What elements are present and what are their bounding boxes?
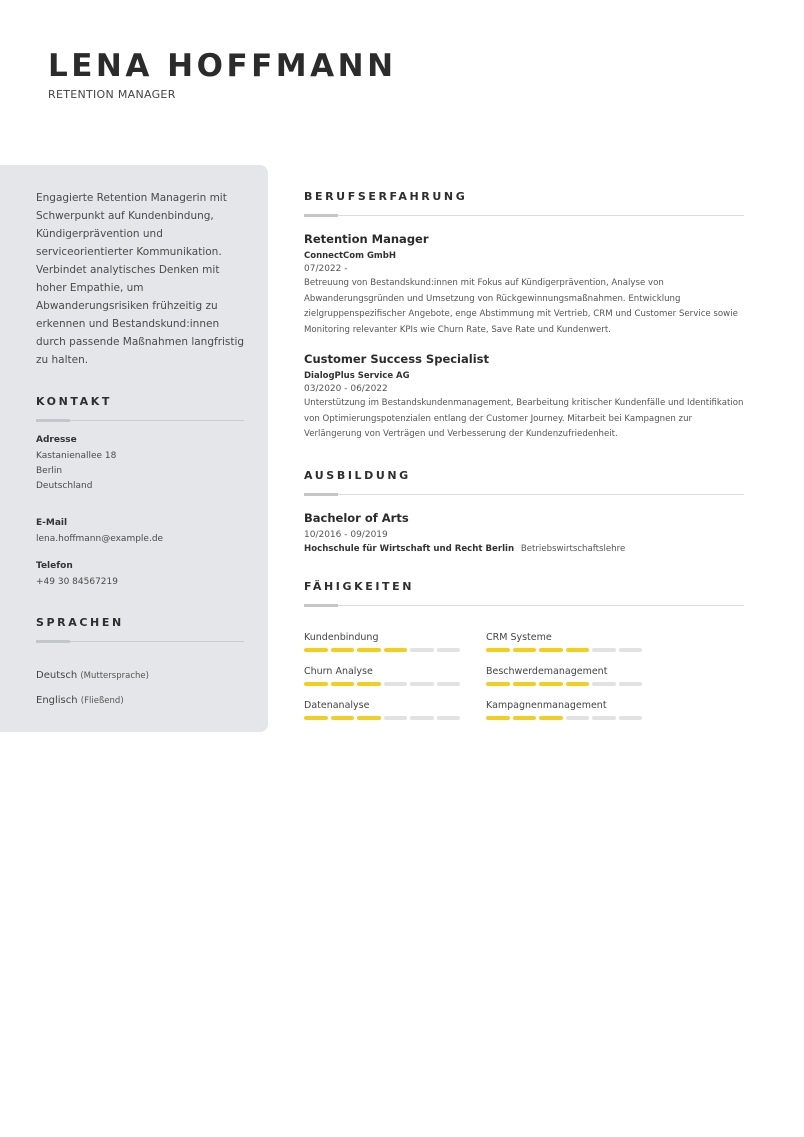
- experience-heading: BERUFSERFAHRUNG: [304, 190, 468, 203]
- skill-level-bar: [486, 648, 668, 652]
- skill-segment-empty: [384, 716, 408, 720]
- skill-segment-filled: [486, 648, 510, 652]
- skill-segment-empty: [592, 716, 616, 720]
- skill-segment-filled: [566, 648, 590, 652]
- education-section: [304, 469, 744, 554]
- experience-divider: [304, 215, 744, 216]
- skills-divider: [304, 605, 744, 606]
- contact-divider: [36, 420, 244, 421]
- phone-label: Telefon: [36, 561, 73, 571]
- job-description: Betreuung von Bestandskund:innen mit Fokus auf Kündigerprävention, Analyse von Abwanderungsgründen und Umsetzung von Rückgewinnungsmaßnahmen. Entwicklung zielgruppenspezifischer Angebote, enge Abstimmung mit Vertrieb, CRM und Customer Service sowie Monitoring relevanter KPIs wie Churn Rate, Save Rate und Kundenwert.: [304, 278, 738, 335]
- skill-segment-empty: [437, 682, 461, 686]
- skill-segment-empty: [592, 682, 616, 686]
- skill-segment-filled: [304, 648, 328, 652]
- job-entry: [304, 352, 744, 443]
- skill-segment-filled: [539, 682, 563, 686]
- language-name: Englisch: [36, 695, 78, 706]
- resume-header: [48, 46, 397, 101]
- skill-name: Churn Analyse: [304, 665, 373, 677]
- skill-segment-filled: [513, 716, 537, 720]
- job-description: Unterstützung im Bestandskundenmanagement, Bearbeitung kritischer Kundenfälle und Identifikation von Optimierungspotenzialen entlang der Customer Journey. Mitarbeit bei Kampagnen zur Verlängerung von Verträgen und Verbesserung der Kundenzufriedenheit.: [304, 398, 744, 439]
- skill-item: [486, 666, 668, 686]
- skill-level-bar: [304, 648, 486, 652]
- skill-segment-filled: [331, 648, 355, 652]
- profile-summary: Engagierte Retention Managerin mit Schwerpunkt auf Kundenbindung, Kündigerprävention und serviceorientierter Kommunikation. Verbindet analytisches Denken mit hoher Empathie, um Abwanderungsrisiken frühzeitig zu erkennen und Bestandskund:innen durch passende Maßnahmen langfristig zu halten.: [36, 192, 245, 366]
- skill-segment-filled: [357, 682, 381, 686]
- main-content: [304, 190, 744, 720]
- skill-name: Kampagnenmanagement: [486, 699, 607, 711]
- skill-segment-filled: [331, 716, 355, 720]
- email-value[interactable]: lena.hoffmann@example.de: [36, 534, 164, 544]
- degree-title: Bachelor of Arts: [304, 510, 409, 525]
- job-entry: [304, 232, 744, 338]
- skill-name: Datenanalyse: [304, 699, 370, 711]
- language-item: [36, 670, 244, 681]
- skill-segment-filled: [513, 682, 537, 686]
- education-period: 10/2016 - 09/2019: [304, 529, 388, 540]
- address-label: Adresse: [36, 435, 77, 445]
- skill-segment-filled: [513, 648, 537, 652]
- skill-name: Beschwerdemanagement: [486, 665, 608, 677]
- skill-item: [486, 632, 668, 652]
- job-company: ConnectCom GmbH: [304, 251, 396, 261]
- job-title: Customer Success Specialist: [304, 352, 489, 366]
- job-period: 07/2022 -: [304, 264, 348, 274]
- skill-item: [304, 700, 486, 720]
- education-details: [304, 544, 744, 554]
- study-field: Betriebswirtschaftslehre: [520, 543, 626, 554]
- skill-segment-empty: [592, 648, 616, 652]
- phone-value[interactable]: +49 30 84567219: [36, 577, 118, 587]
- skill-segment-filled: [384, 648, 408, 652]
- skill-item: [304, 666, 486, 686]
- skills-section: [304, 580, 744, 720]
- skill-item: [304, 632, 486, 652]
- skill-segment-empty: [410, 648, 434, 652]
- skill-segment-filled: [539, 716, 563, 720]
- job-title: Retention Manager: [304, 232, 429, 246]
- address-city: Berlin: [36, 466, 63, 476]
- skill-segment-filled: [566, 682, 590, 686]
- skill-level-bar: [486, 716, 668, 720]
- skill-segment-filled: [304, 682, 328, 686]
- education-divider: [304, 494, 744, 495]
- languages-divider: [36, 641, 244, 642]
- address-street: Kastanienallee 18: [36, 451, 117, 461]
- skill-segment-filled: [539, 648, 563, 652]
- address-value: [36, 449, 244, 494]
- email-label: E-Mail: [36, 518, 68, 528]
- education-heading: AUSBILDUNG: [304, 468, 411, 482]
- skill-segment-empty: [384, 682, 408, 686]
- skill-segment-filled: [357, 716, 381, 720]
- address-country: Deutschland: [36, 481, 93, 491]
- skill-segment-filled: [304, 716, 328, 720]
- skill-level-bar: [304, 682, 486, 686]
- skill-level-bar: [304, 716, 486, 720]
- skill-segment-filled: [357, 648, 381, 652]
- contact-heading: KONTAKT: [36, 395, 112, 408]
- skill-segment-empty: [410, 716, 434, 720]
- skills-heading: FÄHIGKEITEN: [304, 579, 415, 593]
- skill-segment-empty: [410, 682, 434, 686]
- skill-segment-empty: [619, 716, 643, 720]
- job-period: 03/2020 - 06/2022: [304, 384, 388, 394]
- skills-grid: [304, 632, 744, 720]
- skill-segment-empty: [566, 716, 590, 720]
- skill-level-bar: [486, 682, 668, 686]
- skill-segment-empty: [619, 682, 643, 686]
- skill-segment-filled: [486, 716, 510, 720]
- language-name: Deutsch: [36, 670, 78, 681]
- language-level: (Muttersprache): [80, 671, 149, 681]
- skill-segment-filled: [486, 682, 510, 686]
- skill-item: [486, 700, 668, 720]
- person-role: RETENTION MANAGER: [48, 88, 176, 101]
- language-item: [36, 695, 244, 706]
- skill-name: Kundenbindung: [304, 631, 379, 643]
- skill-segment-empty: [437, 648, 461, 652]
- school-name: Hochschule für Wirtschaft und Recht Berlin: [304, 543, 515, 554]
- skill-segment-empty: [437, 716, 461, 720]
- skill-name: CRM Systeme: [486, 631, 552, 643]
- sidebar: [0, 165, 268, 732]
- person-name: LENA HOFFMANN: [48, 48, 397, 84]
- language-level: (Fließend): [80, 696, 124, 706]
- skill-segment-filled: [331, 682, 355, 686]
- job-company: DialogPlus Service AG: [304, 371, 410, 381]
- skill-segment-empty: [619, 648, 643, 652]
- languages-heading: SPRACHEN: [36, 616, 124, 629]
